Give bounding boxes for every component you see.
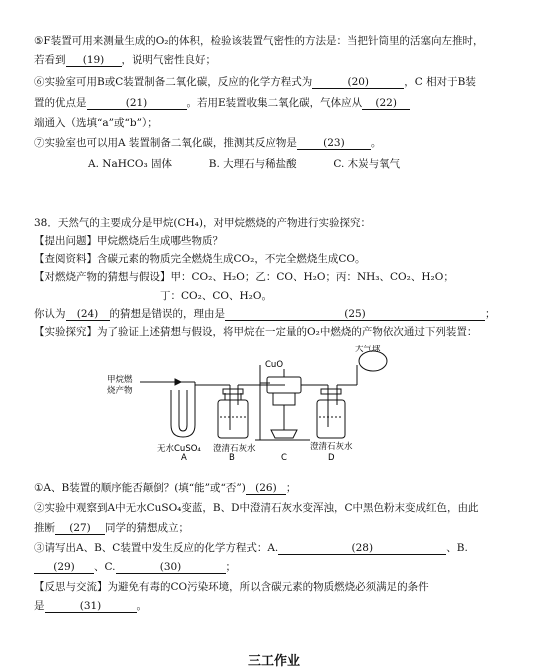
p5-text-pre: 若看到 — [34, 54, 66, 66]
q38-think-mid: 的猜想是错误的，理由是 — [109, 308, 225, 320]
q38-intro — [34, 216, 371, 230]
label-d: D — [328, 453, 335, 460]
p5-text: ⑤F装置可用来测量生成的O₂的体积，检验该装置气密性的方法是：当把针筒里的活塞向左推时， — [34, 35, 484, 47]
q38-s3b — [34, 560, 236, 574]
q38-ask-text: 【提出问题】甲烷燃烧后生成哪些物质？ — [34, 235, 223, 247]
q38-s2a — [34, 501, 479, 515]
q38-guess1 — [34, 270, 454, 284]
label-b: B — [229, 453, 235, 460]
p7-line — [34, 136, 381, 150]
blank-19[interactable]: (19) — [66, 54, 122, 67]
q38-s2b-pre: 推断 — [34, 522, 55, 534]
q38-guess2-text: 丁：CO₂、CO、H₂O。 — [160, 290, 272, 302]
q38-ref — [34, 252, 366, 266]
q38-s1 — [34, 481, 296, 495]
q38-think-post: ； — [485, 308, 496, 320]
label-inlet2: 烧产物 — [107, 386, 133, 396]
q38-s3-pre: ③请写出A、B、C装置中发生反应的化学方程式：A. — [34, 542, 279, 554]
q38-intro-text: 38．天然气的主要成分是甲烷(CH₄)，对甲烷燃烧的产物进行实验探究： — [34, 217, 371, 229]
p6-text-post: ，C 相对于B装 — [404, 76, 476, 88]
q38-s2b — [34, 521, 189, 535]
q38-r-pre: 是 — [34, 600, 45, 612]
q38-guess1-text: 【对燃烧产物的猜想与假设】甲：CO₂、H₂O；乙：CO、H₂O；丙：NH₃、CO₂、H₂O； — [34, 271, 454, 283]
q38-reflect-text: 【反思与交流】为避免有毒的CO污染环境，所以含碳元素的物质燃烧必须满足的条件 — [34, 581, 429, 593]
q38-ref-text: 【查阅资料】含碳元素的物质完全燃烧生成CO₂，不完全燃烧生成CO。 — [34, 253, 366, 265]
blank-29[interactable]: (29) — [34, 561, 94, 574]
option-c: C. 木炭与氧气 — [333, 158, 401, 170]
p7-text-post: 。 — [370, 137, 382, 149]
option-a: A. NaHCO₃ 固体 — [88, 158, 173, 170]
label-balloon: 大气球 — [355, 345, 381, 354]
q38-think — [34, 307, 496, 321]
q38-guess2 — [160, 289, 272, 303]
q38-s3b-post: ； — [225, 561, 236, 573]
blank-31[interactable]: (31) — [45, 600, 137, 613]
q38-explore — [34, 325, 477, 339]
p7-text-pre: ⑦实验室也可以用A 装置制备二氧化碳，推测其反应物是 — [34, 137, 297, 149]
q38-s3 — [34, 541, 468, 555]
q38-think-pre: 你认为 — [34, 308, 66, 320]
blank-26[interactable]: (26) — [246, 482, 286, 495]
label-c: C — [281, 453, 287, 460]
label-limewater-d: 澄清石灰水 — [310, 442, 353, 452]
q38-explore-text: 【实验探究】为了验证上述猜想与假设，将甲烷在一定量的O₂中燃烧的产物依次通过下列装置： — [34, 326, 478, 338]
p5-line2 — [34, 53, 216, 67]
apparatus-diagram — [95, 345, 425, 460]
blank-23[interactable]: (23) — [297, 137, 371, 150]
q38-reflect2 — [34, 599, 147, 613]
label-limewater-b: 澄清石灰水 — [213, 444, 256, 454]
blank-25[interactable]: (25) — [225, 308, 485, 321]
blank-27[interactable]: (27) — [55, 522, 105, 535]
label-cuo: CuO — [265, 360, 284, 370]
p5-line1 — [34, 34, 484, 48]
p6-line1 — [34, 75, 476, 89]
label-anhydrous-cuso4: 无水CuSO₄ — [157, 444, 201, 454]
p6-line3 — [34, 116, 158, 130]
q38-s2a-text: ②实验中观察到A中无水CuSO₄变蓝，B、D中澄清石灰水变浑浊，C中黑色粉末变成红色，由此 — [34, 502, 479, 514]
p6-text2-pre: 置的优点是 — [34, 97, 87, 109]
q38-s2b-post: 同学的猜想成立； — [105, 522, 189, 534]
q38-reflect — [34, 580, 429, 594]
p6-text2-mid: 。若用E装置收集二氧化碳，气体应从 — [186, 97, 363, 109]
q38-s3b-mid: 、C. — [94, 561, 116, 573]
blank-28[interactable]: (28) — [278, 542, 446, 555]
blank-20[interactable]: (20) — [312, 76, 404, 89]
p6-line2 — [34, 96, 410, 110]
blank-24[interactable]: (24) — [66, 308, 110, 321]
q38-ask — [34, 234, 223, 248]
p5-text-post: ，说明气密性良好； — [121, 54, 216, 66]
cut-off-title: 三工作业 — [248, 654, 301, 669]
q38-s1-pre: ①A、B装置的顺序能否颠倒？(填“能”或“否”) — [34, 482, 246, 494]
p6-text-pre: ⑥实验室可用B或C装置制备二氧化碳，反应的化学方程式为 — [34, 76, 313, 88]
option-b: B. 大理石与稀盐酸 — [208, 158, 297, 170]
q38-s1-post: ； — [285, 482, 297, 494]
label-inlet: 甲烷燃 — [107, 375, 133, 385]
options-line — [88, 157, 400, 171]
q38-s3-post: 、B. — [446, 542, 468, 554]
label-a: A — [181, 453, 187, 460]
blank-22[interactable]: (22) — [362, 97, 410, 110]
q38-r-post: 。 — [136, 600, 147, 612]
p6-text3: 端通入（选填“a”或“b”）； — [34, 117, 158, 129]
blank-21[interactable]: (21) — [87, 97, 187, 110]
blank-30[interactable]: (30) — [116, 561, 226, 574]
